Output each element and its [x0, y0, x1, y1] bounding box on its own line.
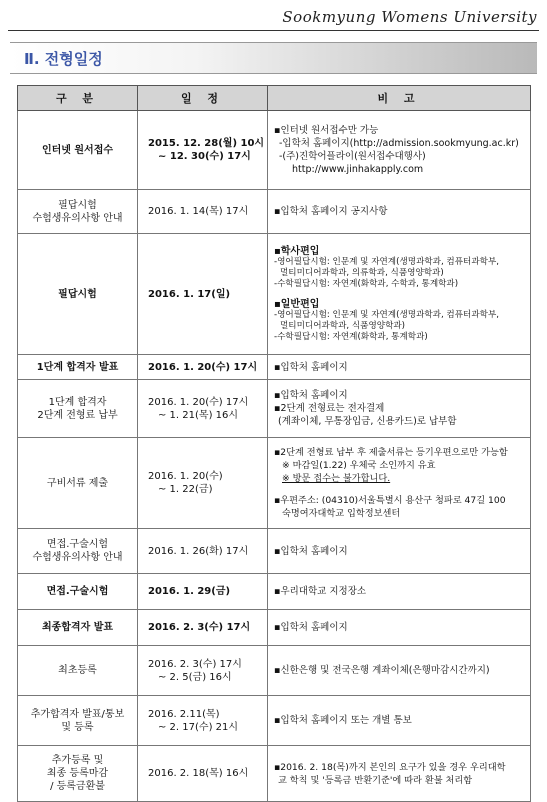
- row-category: [18, 746, 138, 802]
- row-remarks: ▪입학처 홈페이지: [268, 529, 531, 574]
- row-remarks: ▪입학처 홈페이지 또는 개별 통보: [268, 696, 531, 746]
- row-schedule: [138, 696, 268, 746]
- row-schedule: 2016. 1. 20(수) 17시: [138, 355, 268, 380]
- remark-link[interactable]: http://www.jinhakapply.com: [292, 164, 424, 175]
- row-schedule: 2016. 1. 17(일): [138, 234, 268, 355]
- remark-line: -(주)진학어플라이(원서접수대행사): [279, 151, 426, 162]
- col-header-category: 구 분: [18, 86, 138, 111]
- row-category: 최종합격자 발표: [18, 610, 138, 646]
- admission-schedule-table: [17, 85, 531, 802]
- row-remarks: [268, 380, 531, 438]
- row-schedule: [138, 111, 268, 190]
- schedule-line: ~ 2. 17(수) 21시: [158, 721, 239, 733]
- table-row: [18, 111, 531, 190]
- category-line: / 등록금환불: [50, 781, 105, 792]
- category-line: 면접.구술시험: [46, 539, 109, 550]
- remark-heading: ▪일반편입: [274, 298, 320, 310]
- category-line: 추가등록 및: [51, 755, 104, 766]
- table-header-row: [18, 86, 531, 111]
- schedule-line: ~ 12. 30(수) 17시: [158, 151, 251, 162]
- row-remarks: [268, 746, 531, 802]
- row-schedule: 2016. 1. 29(금): [138, 574, 268, 610]
- row-schedule: 2016. 1. 26(화) 17시: [138, 529, 268, 574]
- remark-line: -수학필답시험: 자연계(화학과, 수학과, 통계학과): [274, 278, 459, 289]
- schedule-line: ~ 1. 22(금): [158, 484, 213, 495]
- table-row: [18, 438, 531, 529]
- row-category: 최초등록: [18, 646, 138, 696]
- row-remarks: ▪입학처 홈페이지 공지사항: [268, 190, 531, 234]
- row-schedule: 2016. 1. 14(목) 17시: [138, 190, 268, 234]
- row-category: [18, 190, 138, 234]
- row-category: [18, 380, 138, 438]
- row-remarks: ▪우리대학교 지정장소: [268, 574, 531, 610]
- schedule-line: 2016. 2. 3(수) 17시: [148, 658, 242, 670]
- remark-line: 숙명여자대학교 입학정보센터: [282, 508, 401, 519]
- remark-line: -영어필답시험: 인문계 및 자연계(생명과학과, 컴퓨터과학부,: [274, 256, 499, 267]
- section-header-bar: [10, 42, 537, 74]
- schedule-line: 2016. 2.11(목): [148, 708, 220, 720]
- schedule-line: ~ 2. 5(금) 16시: [158, 671, 232, 683]
- category-line: 2단계 전형료 납부: [37, 409, 118, 421]
- remark-line: ▪인터넷 원서접수만 가능: [274, 125, 379, 136]
- row-remarks: [268, 438, 531, 529]
- remark-line: ▪2단계 전형료는 전자결제: [274, 403, 385, 414]
- row-schedule: 2016. 2. 18(목) 16시: [138, 746, 268, 802]
- row-remarks: [268, 234, 531, 355]
- remark-line: -입학처 홈페이지(http://admission.sookmyung.ac.kr): [279, 138, 519, 149]
- row-category: 구비서류 제출: [18, 438, 138, 529]
- remark-line: ▪2단계 전형료 납부 후 제출서류는 등기우편으로만 가능함: [274, 447, 508, 458]
- row-category: 인터넷 원서접수: [18, 111, 138, 190]
- row-schedule: [138, 646, 268, 696]
- col-header-schedule: 일 정: [138, 86, 268, 111]
- row-remarks: ▪입학처 홈페이지: [268, 355, 531, 380]
- row-category: [18, 529, 138, 574]
- table-row: [18, 234, 531, 355]
- remark-line: 멀티미디어과학과, 식품영양학과): [280, 320, 406, 331]
- remark-line: 교 학칙 및 '등록금 반환기준'에 따라 환불 처리함: [278, 774, 473, 786]
- row-schedule: 2016. 2. 3(수) 17시: [138, 610, 268, 646]
- remark-line: (계좌이체, 무통장입금, 신용카드)로 납부함: [278, 416, 457, 427]
- remark-line: -수학필답시험: 자연계(화학과, 통계학과): [274, 331, 428, 342]
- remark-line: ▪입학처 홈페이지: [274, 390, 348, 401]
- header-divider: [8, 30, 539, 31]
- university-brand: Sookmyung Womens University: [282, 8, 537, 26]
- table-row: [18, 746, 531, 802]
- table-row: [18, 610, 531, 646]
- remark-line: ※ 마감일(1.22) 우체국 소인까지 유효: [282, 460, 436, 471]
- category-line: 수험생유의사항 안내: [32, 552, 123, 563]
- table-row: [18, 529, 531, 574]
- col-header-remarks: 비 고: [268, 86, 531, 111]
- remark-line: 멀티미디어과학과, 의류학과, 식품영양학과): [280, 267, 444, 278]
- remark-line: ▪2016. 2. 18(목)까지 본인의 요구가 있을 경우 우리대학: [274, 761, 506, 773]
- table-row: [18, 355, 531, 380]
- table-row: [18, 574, 531, 610]
- row-schedule: [138, 438, 268, 529]
- remark-note: ※ 방문 접수는 불가합니다.: [282, 473, 391, 484]
- remark-line: -영어필답시험: 인문계 및 자연계(생명과학과, 컴퓨터과학부,: [274, 309, 499, 320]
- row-schedule: [138, 380, 268, 438]
- row-remarks: ▪입학처 홈페이지: [268, 610, 531, 646]
- category-line: 수험생유의사항 안내: [32, 212, 123, 224]
- schedule-line: 2015. 12. 28(월) 10시: [148, 138, 265, 149]
- category-line: 필답시험: [58, 199, 97, 211]
- remark-line: [274, 472, 529, 485]
- table-row: [18, 696, 531, 746]
- row-category: 면접.구술시험: [18, 574, 138, 610]
- table-row: [18, 646, 531, 696]
- schedule-line: 2016. 1. 20(수) 17시: [148, 396, 249, 408]
- category-line: 1단계 합격자: [48, 396, 107, 408]
- table-row: [18, 190, 531, 234]
- row-category: [18, 696, 138, 746]
- schedule-line: 2016. 1. 20(수): [148, 471, 223, 482]
- row-remarks: [268, 111, 531, 190]
- row-category: 필답시험: [18, 234, 138, 355]
- row-remarks: ▪신한은행 및 전국은행 계좌이체(은행마감시간까지): [268, 646, 531, 696]
- category-line: 및 등록: [61, 721, 94, 733]
- remark-heading: ▪학사편입: [274, 245, 320, 257]
- section-title: Ⅱ. 전형일정: [24, 50, 103, 68]
- category-line: 추가합격자 발표/통보: [30, 708, 125, 720]
- category-line: 최종 등록마감: [46, 768, 109, 779]
- remark-line: ▪우편주소: (04310)서울특별시 용산구 청파로 47길 100: [274, 495, 506, 506]
- table-row: [18, 380, 531, 438]
- row-category: 1단계 합격자 발표: [18, 355, 138, 380]
- schedule-line: ~ 1. 21(목) 16시: [158, 409, 239, 421]
